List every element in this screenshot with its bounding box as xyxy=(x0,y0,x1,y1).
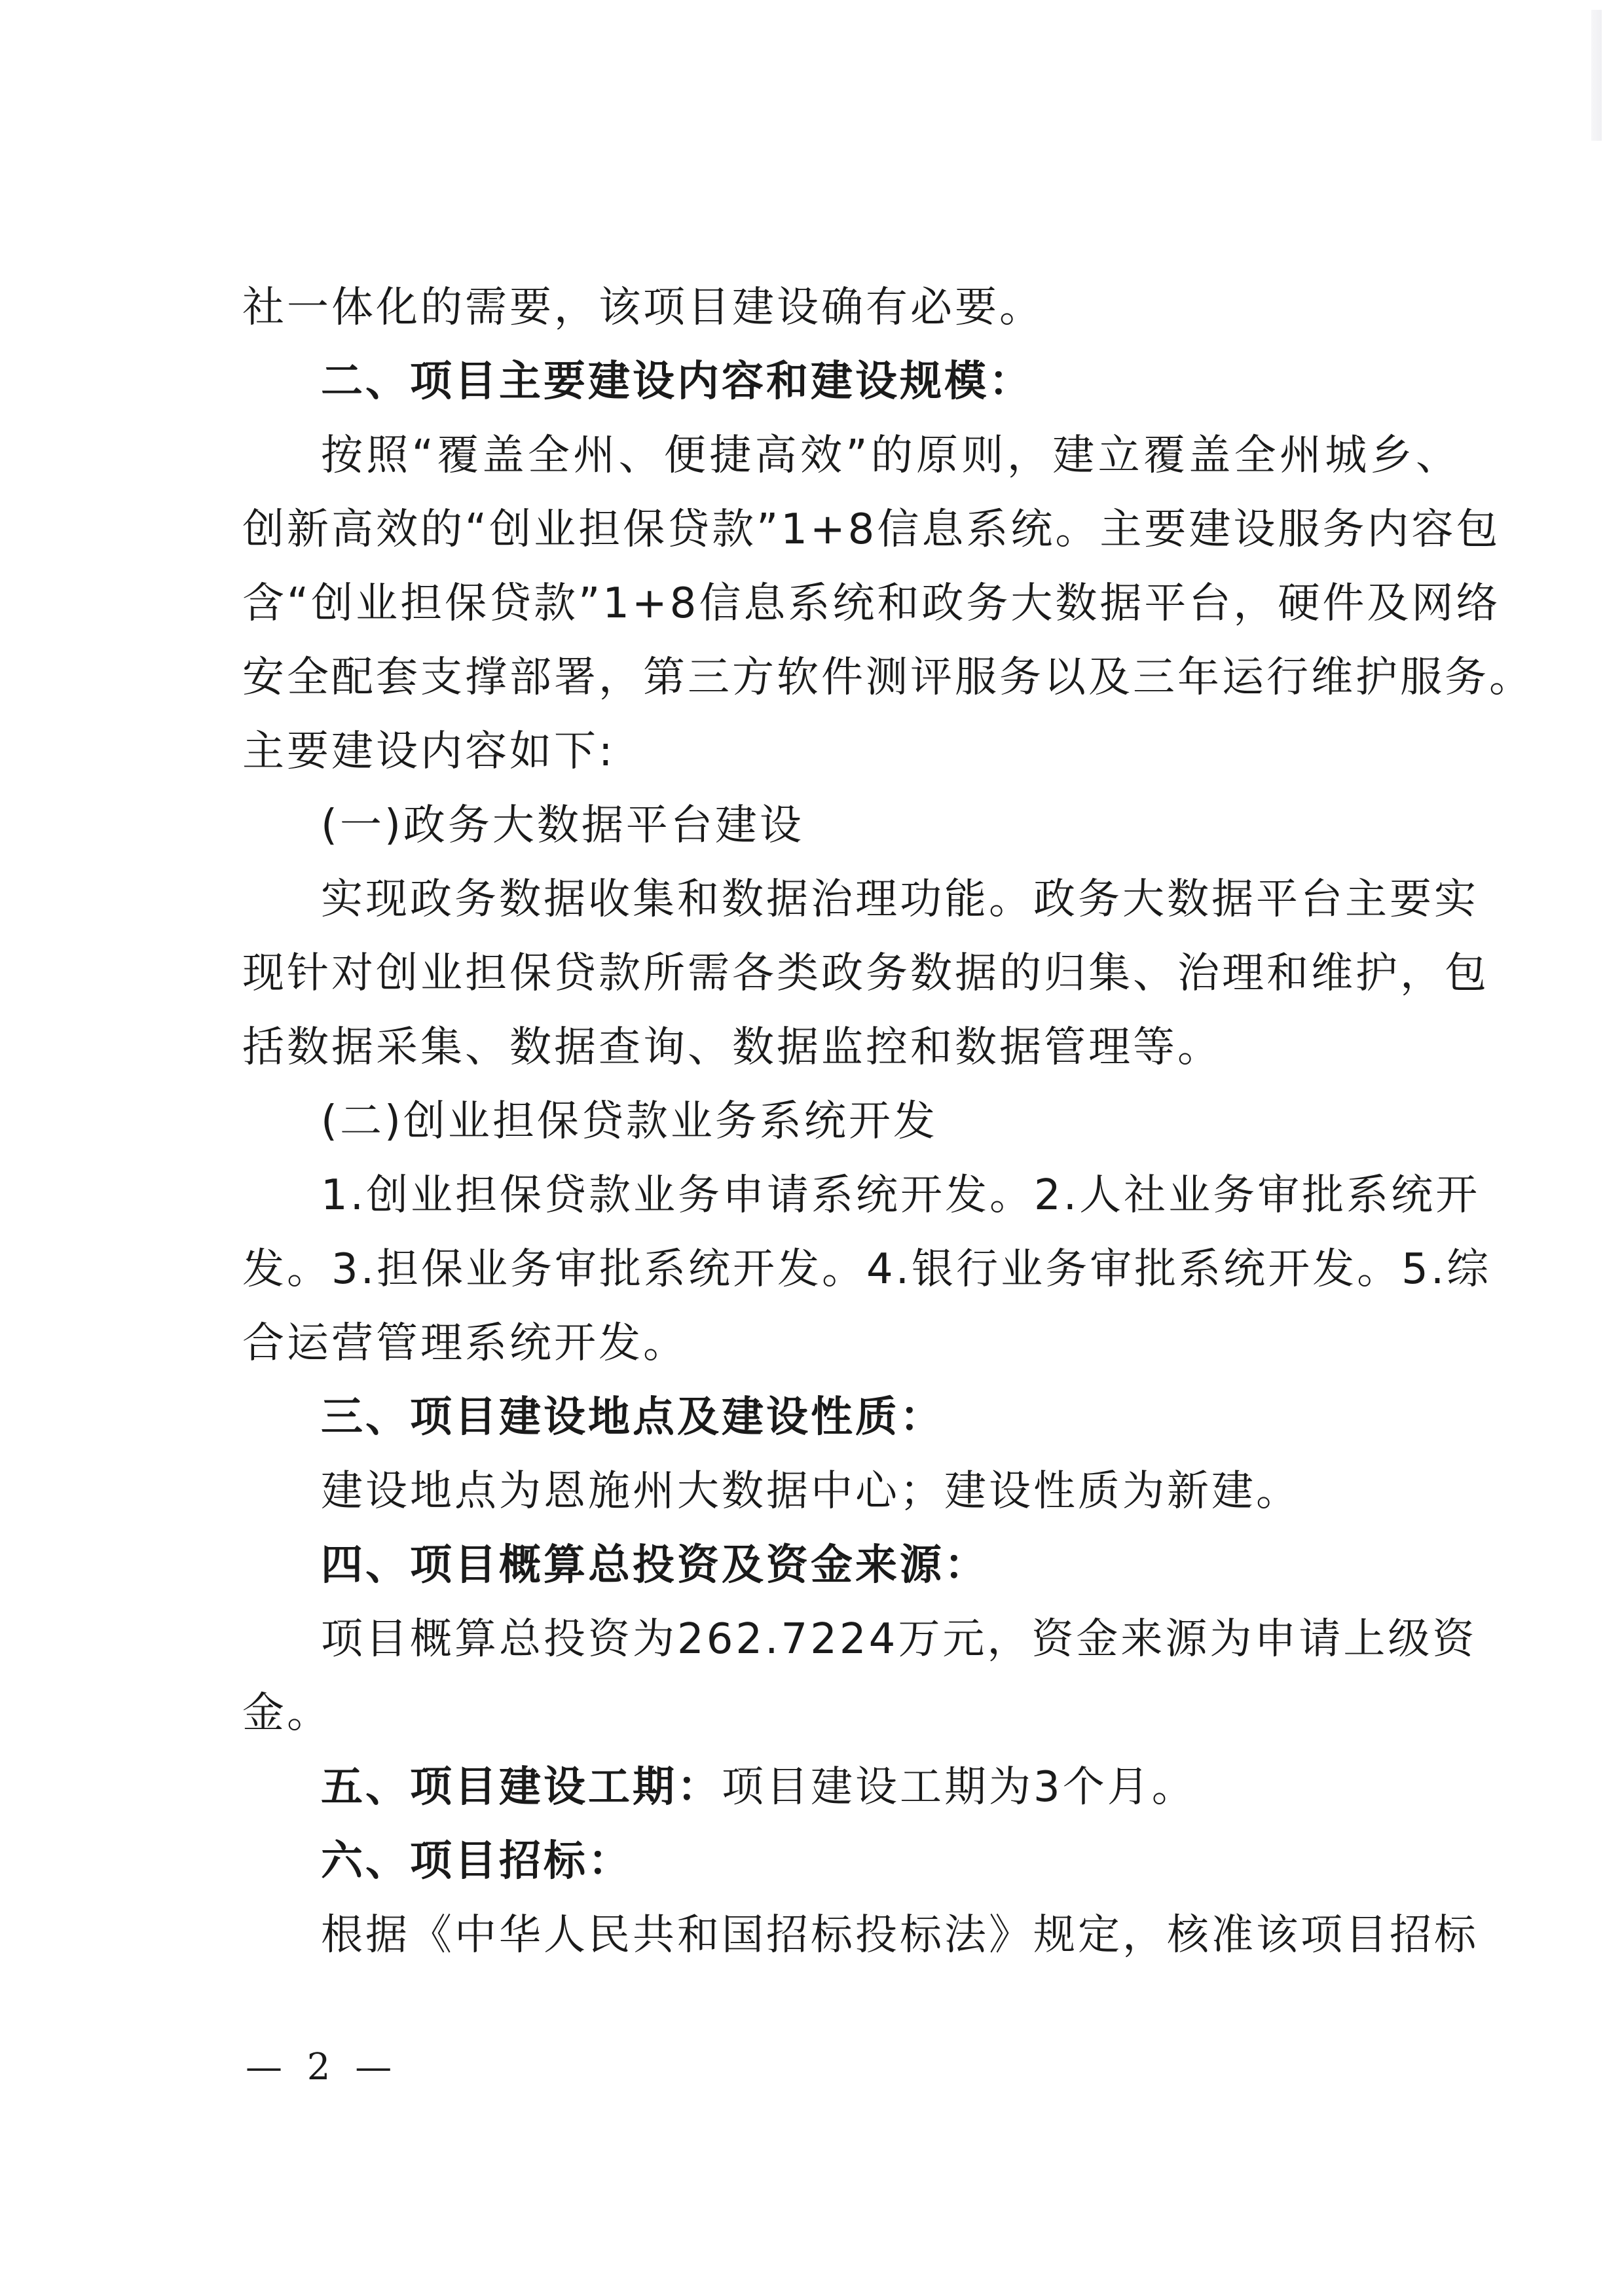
body-line-4: 创新高效的“创业担保贷款”1+8信息系统。主要建设服务内容包 xyxy=(242,505,1501,554)
body-line-1: 社一体化的需要，该项目建设确有必要。 xyxy=(242,283,1044,332)
section-heading-6: 六、项目招标： xyxy=(321,1837,633,1886)
body-line-15: 合运营管理系统开发。 xyxy=(242,1319,688,1368)
body-line-23: 根据《中华人民共和国招标投标法》规定，核准该项目招标 xyxy=(321,1911,1479,1959)
body-line-19: 项目概算总投资为262.7224万元，资金来源为申请上级资 xyxy=(321,1615,1477,1664)
body-line-7: 主要建设内容如下: xyxy=(242,727,616,776)
body-line-6: 安全配套支撑部署，第三方软件测评服务以及三年运行维护服务。 xyxy=(242,653,1534,702)
section-heading-4: 四、项目概算总投资及资金来源： xyxy=(321,1541,989,1590)
body-line-11: 括数据采集、数据查询、数据监控和数据管理等。 xyxy=(242,1023,1222,1072)
page-number: — 2 — xyxy=(246,2046,399,2088)
body-line-5: 含“创业担保贷款”1+8信息系统和政务大数据平台，硬件及网络 xyxy=(242,579,1501,628)
body-line-10: 现针对创业担保贷款所需各类政务数据的归集、治理和维护，包 xyxy=(242,949,1489,998)
body-line-9: 实现政务数据收集和数据治理功能。政务大数据平台主要实 xyxy=(321,875,1479,924)
section-heading-2: 二、项目主要建设内容和建设规模： xyxy=(321,357,1033,406)
section-heading-3: 三、项目建设地点及建设性质： xyxy=(321,1393,944,1442)
body-line-17: 建设地点为恩施州大数据中心；建设性质为新建。 xyxy=(321,1467,1301,1516)
subsection-heading-1: (一)政务大数据平台建设 xyxy=(321,801,804,850)
body-line-13: 1.创业担保贷款业务申请系统开发。2.人社业务审批系统开 xyxy=(321,1171,1481,1220)
body-line-14: 发。3.担保业务审批系统开发。4.银行业务审批系统开发。5.综 xyxy=(242,1245,1492,1294)
section-five-line xyxy=(321,1755,1196,1820)
section-heading-5: 五、项目建设工期： xyxy=(321,1763,722,1812)
body-line-20: 金。 xyxy=(242,1689,331,1738)
scan-edge-artifact xyxy=(1591,10,1602,141)
body-line-3: 按照“覆盖全州、便捷高效”的原则，建立覆盖全州城乡、 xyxy=(321,431,1460,480)
subsection-heading-2: (二)创业担保贷款业务系统开发 xyxy=(321,1097,938,1146)
section-five-body: 项目建设工期为3个月。 xyxy=(722,1763,1196,1812)
